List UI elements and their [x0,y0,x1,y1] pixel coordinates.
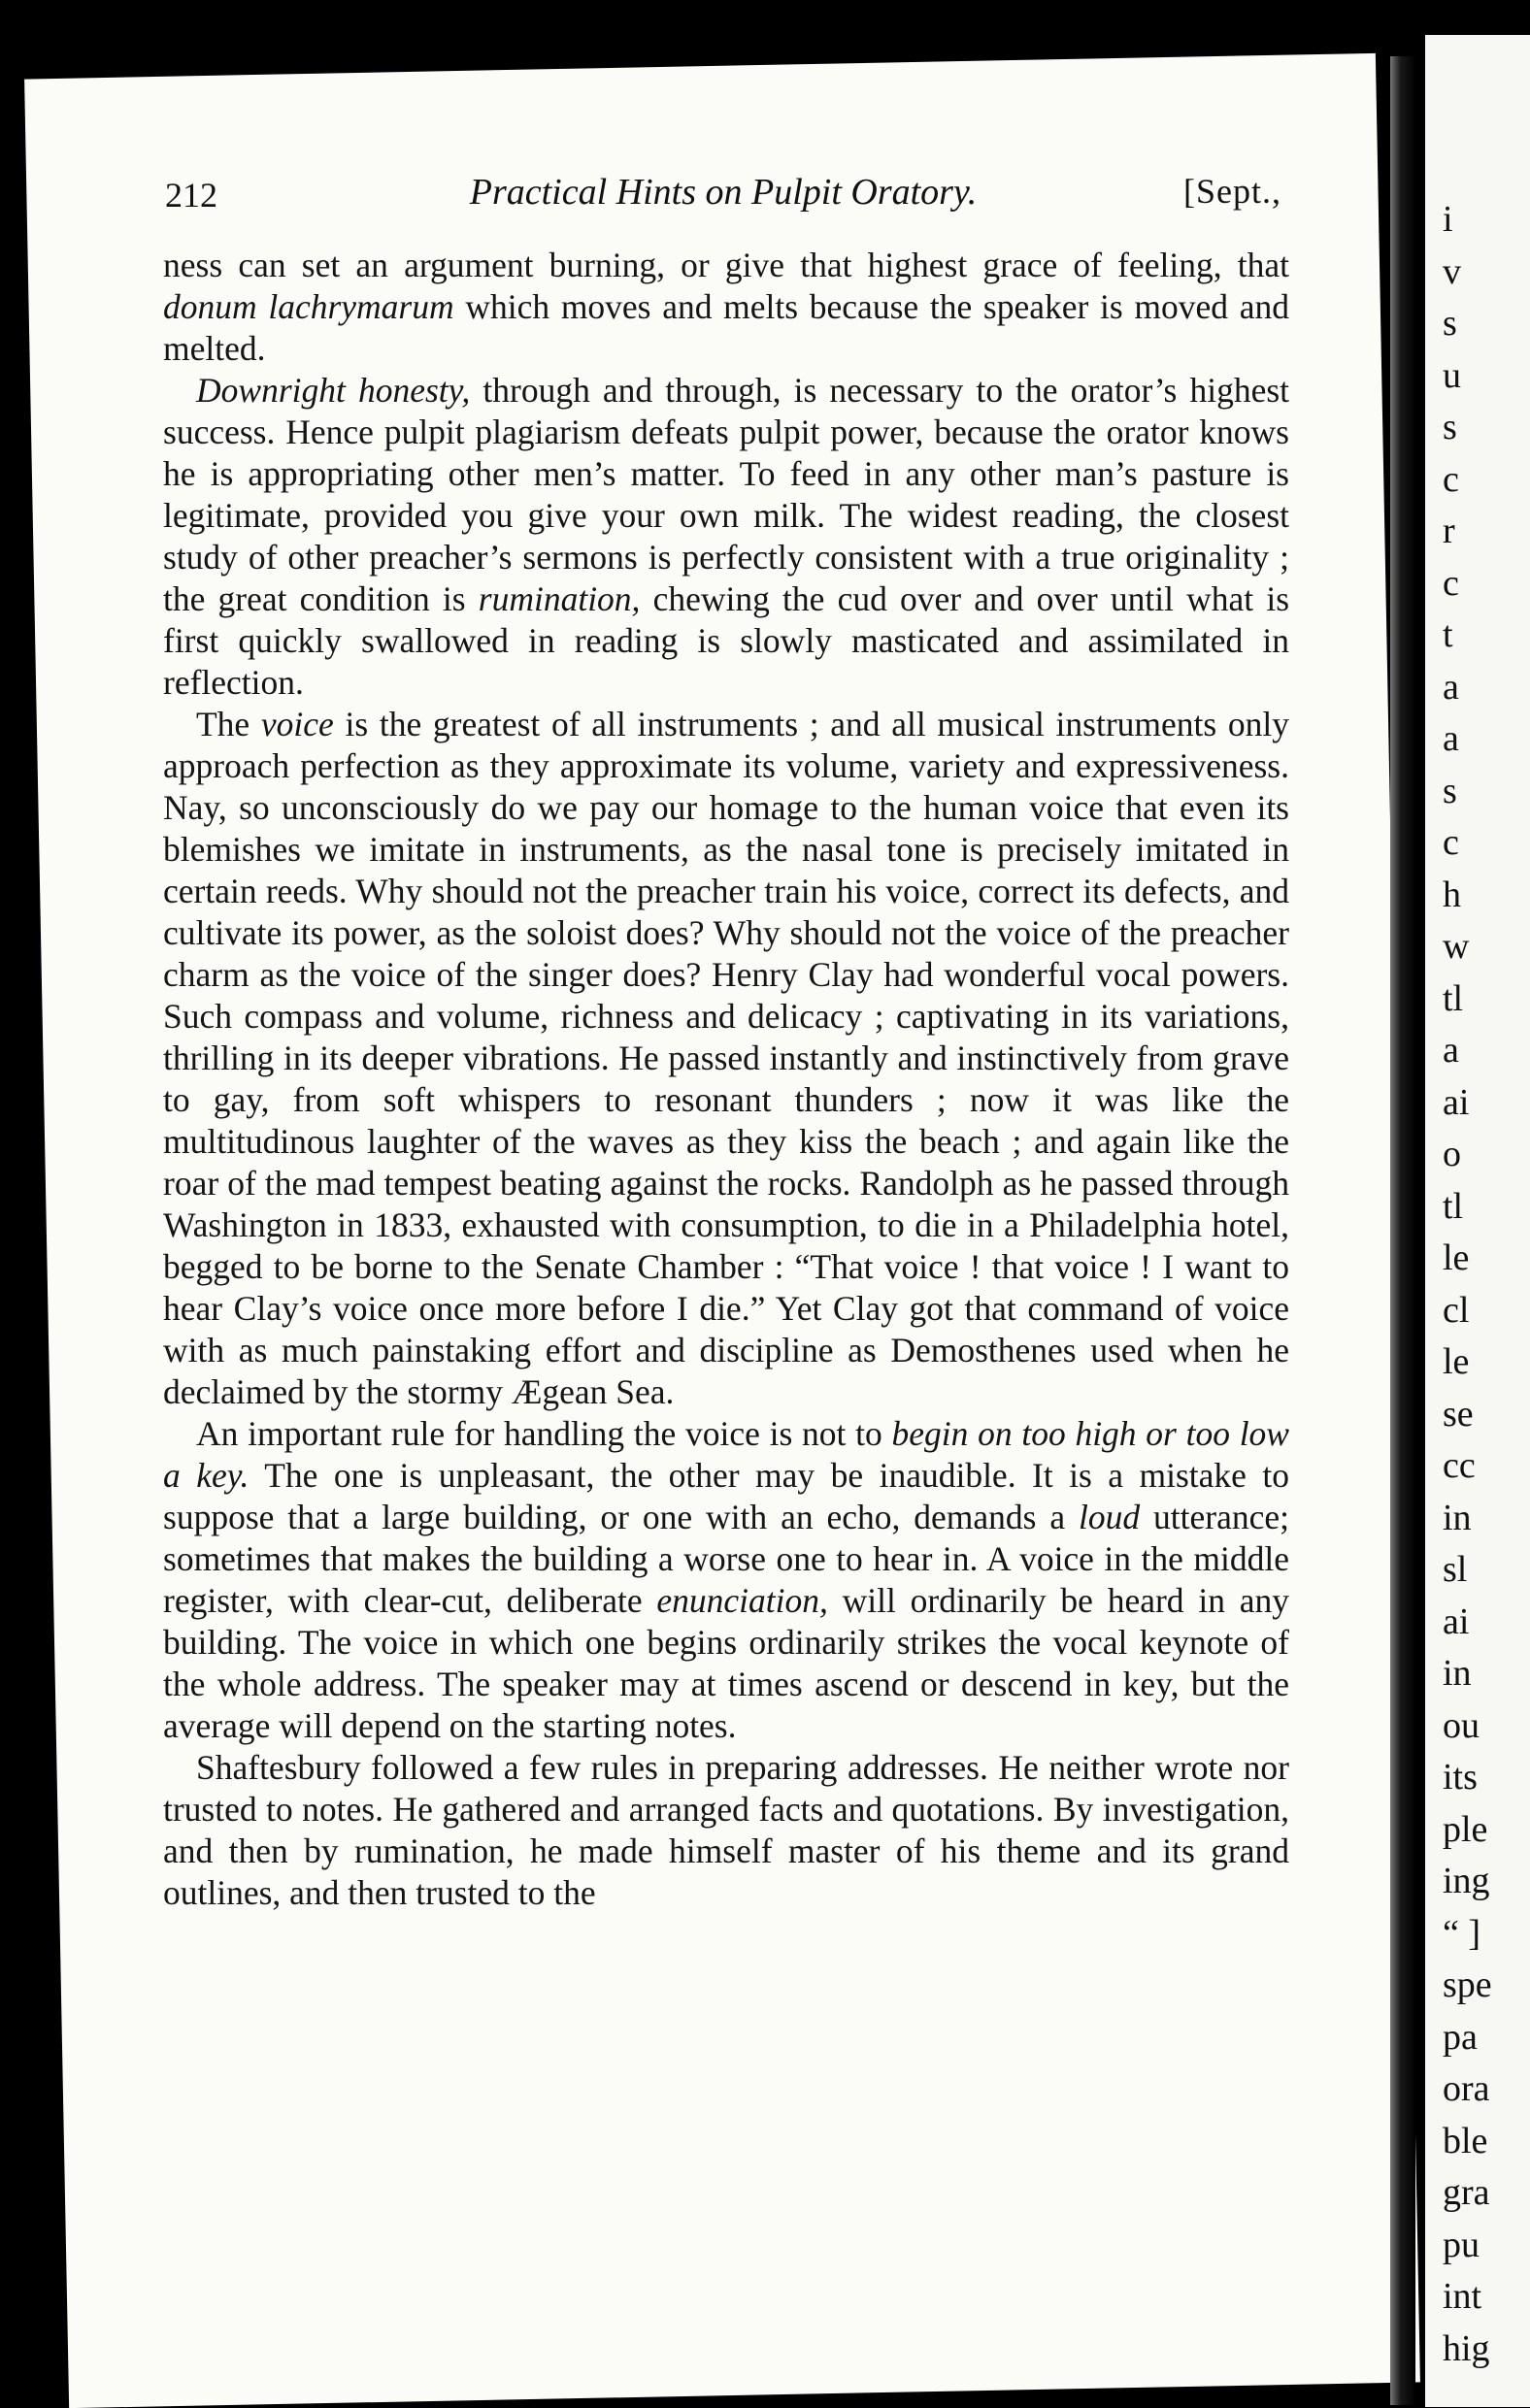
facing-page-fragment: pu [1443,2224,1480,2265]
facing-page-fragment: cl [1443,1289,1470,1331]
facing-page-fragment: in [1443,1653,1472,1694]
facing-page-fragment: tl [1443,977,1464,1019]
text-run: utterance; sometimes that makes the building a worse one to hear in. A voice in the middle register, with clear-cut, deliberate [163,1498,1289,1620]
facing-page-fragment: spe [1443,1964,1492,2005]
facing-page-fragment: in [1443,1497,1472,1538]
running-title: Practical Hints on Pulpit Oratory. [469,172,978,213]
text-run: will ordinarily be heard in any building. The voice in which one begins ordinarily strikes the vocal keynote of the whole address. The speaker may at times ascend or descend in key, but the average will depend on the starting notes. [163,1581,1289,1745]
italic-text: voice [260,705,334,743]
facing-page-fragment: i [1443,199,1453,240]
page-number: 212 [165,176,217,214]
facing-page-fragment: cc [1443,1445,1476,1486]
facing-page-fragment: c [1443,562,1459,604]
italic-text: Downright honesty, [196,371,471,410]
text-run: Shaftesbury followed a few rules in preparing addresses. He neither wrote nor trusted to notes. He gathered and arranged facts and quotations. By investigation, and then by rumination, he made himself master of his theme and its grand outlines, and then trusted to the [163,1748,1289,1912]
italic-text: loud [1079,1498,1141,1536]
facing-page-fragment: int [1443,2276,1482,2317]
facing-page-fragment: t [1443,614,1453,655]
paragraph-p3 [163,704,1289,1413]
text-run: The one is unpleasant, the other may be inaudible. It is a mistake to suppose that a large building, or one with an echo, demands a [163,1456,1289,1536]
facing-page-fragment: tl [1443,1185,1464,1227]
facing-page-fragment: a [1443,1030,1459,1071]
facing-page-fragment: se [1443,1393,1474,1435]
facing-page-fragment: gra [1443,2172,1490,2213]
facing-page-fragment: hig [1443,2327,1490,2369]
text-run: is the greatest of all instruments ; and all musical instruments only approach perfection as they approximate its volume, variety and expressiveness. Nay, so unconsciously do we pay our homage to the human voice that even its blemishes we imitate in instruments, as the nasal tone is precisely imitated in certain reeds. Why should not the preacher train his voice, correct its defects, and cultivate its power, as the soloist does? Why should not the voice of the preacher charm as the voice of the singer does? Henry Clay had wonderful vocal powers. Such compass and volume, richness and delicacy ; captivating in its variations, thrilling in its deeper vibrations. He passed instantly and instinctively from grave to gay, from soft whispers to resonant thunders ; now it was like the multitudinous laughter of the waves as they kiss the beach ; and again like the roar of the mad tempest beating against the rocks. Randolph as he passed through Washington in 1833, exhausted with consumption, to die in a Philadelphia hotel, begged to be borne to the Senate Chamber : “That voice ! that voice ! I want to hear Clay’s voice once more before I die.” Yet Clay got that command of voice with as much painstaking effort and discipline as Demosthenes used when he declaimed by the stormy Ægean Sea. [163,705,1289,1411]
facing-page-fragment: a [1443,718,1459,759]
facing-page-fragment: a [1443,666,1459,708]
facing-page-fragment: ing [1443,1861,1490,1901]
facing-page-fragment: ple [1443,1808,1488,1850]
facing-page-fragment: ora [1443,2068,1490,2109]
facing-page-fragment: sl [1443,1549,1468,1590]
text-run: ness can set an argument burning, or give that highest grace of feeling, that [163,246,1289,284]
paragraph-p4 [163,1413,1289,1747]
facing-page-fragment: c [1443,822,1459,863]
facing-page-fragment: s [1443,770,1457,811]
page-header [165,171,1281,219]
facing-page-fragment: v [1443,250,1461,292]
facing-page-fragment: pa [1443,2016,1478,2058]
facing-page-fragment: o [1443,1134,1461,1174]
facing-page [1425,35,1530,2407]
facing-page-fragment: h [1443,874,1461,915]
text-run: chewing the cud over and over until what is first quickly swallowed in reading is slowly masticated and assimilated in reflection. [163,579,1290,702]
facing-page-fragment: s [1443,303,1457,344]
facing-page-fragment: c [1443,458,1459,500]
facing-page-fragment: ai [1443,1600,1470,1642]
text-run: through and through, is necessary to the orator’s highest success. Hence pulpit plagiarism defeats pulpit power, because the orator knows he is appropriating other men’s matter. To feed in any other man’s pasture is legitimate, provided you give your own milk. The widest reading, the closest study of other preacher’s sermons is perfectly consistent with a true originality ; the great condition is [163,371,1290,618]
facing-page-fragment: r [1443,511,1455,551]
page-body [163,245,1289,1914]
paragraph-p2 [163,370,1289,704]
facing-page-fragment: its [1443,1757,1478,1798]
facing-page-fragment: u [1443,354,1461,396]
facing-page-fragment: ou [1443,1704,1480,1746]
text-run: which moves and melts because the speaker is moved and melted. [163,287,1290,368]
paragraph-p1 [163,245,1289,370]
facing-page-fragment: ble [1443,2120,1488,2161]
facing-page-fragment: ai [1443,1081,1470,1123]
book-gutter [1390,56,1415,2405]
text-run: An important rule for handling the voice is not to [196,1414,892,1453]
paragraph-p5 [163,1747,1289,1914]
facing-page-fragment: s [1443,407,1457,447]
italic-text: rumination, [478,579,641,618]
italic-text: donum lachrymarum [163,287,454,326]
facing-page-fragment: w [1443,926,1470,967]
text-run: The [196,705,261,743]
facing-page-fragment: “ ] [1443,1912,1481,1954]
facing-page-fragment: le [1443,1237,1470,1278]
italic-text: enunciation, [656,1581,828,1620]
facing-page-fragment: le [1443,1341,1470,1382]
section-marker: [Sept., [1183,172,1281,211]
italic-text: begin on too high or too low a key. [163,1414,1289,1495]
